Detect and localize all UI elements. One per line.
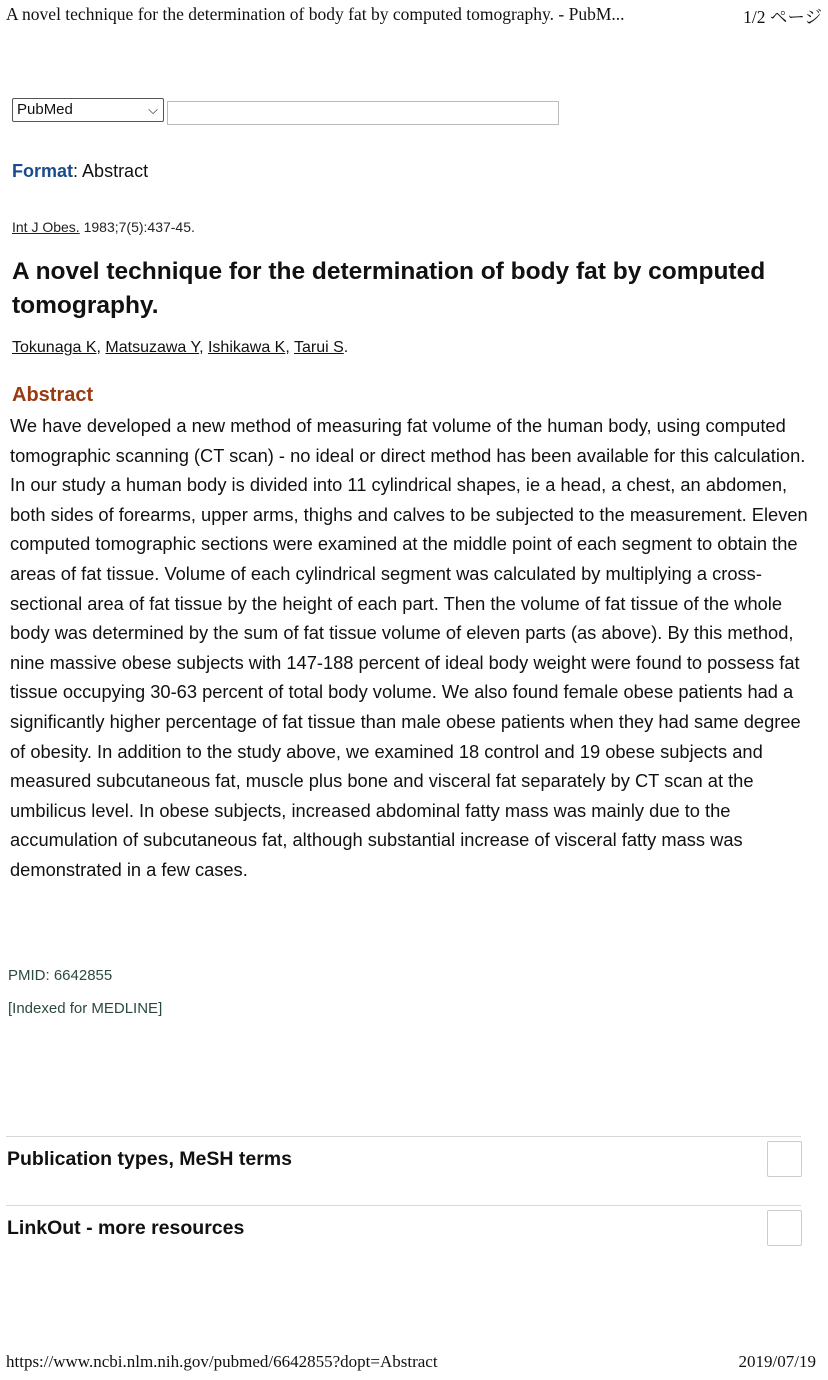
expand-toggle-button[interactable] bbox=[767, 1141, 802, 1177]
publication-types-section[interactable] bbox=[7, 1141, 802, 1177]
print-page-indicator: 1/2 ページ bbox=[743, 7, 822, 27]
author-link[interactable]: Matsuzawa Y bbox=[105, 339, 200, 356]
author-separator: . bbox=[343, 339, 349, 356]
print-header-title: A novel technique for the determination of body fat by computed tomography. - PubM... bbox=[6, 4, 625, 24]
format-label[interactable]: Format bbox=[12, 161, 74, 181]
pmid: PMID: 6642855 bbox=[8, 967, 113, 984]
author-link[interactable]: Tokunaga K bbox=[12, 339, 97, 356]
author-link[interactable]: Ishikawa K bbox=[207, 339, 286, 356]
citation-details: 1983;7(5):437-45. bbox=[83, 219, 195, 235]
format-value: Abstract bbox=[82, 161, 149, 181]
author-separator: , bbox=[285, 339, 294, 356]
chevron-down-icon: ⌵ bbox=[148, 102, 158, 117]
citation bbox=[12, 219, 195, 235]
divider bbox=[6, 1205, 801, 1206]
divider bbox=[6, 1136, 801, 1137]
database-select[interactable] bbox=[12, 98, 164, 122]
linkout-section[interactable] bbox=[7, 1210, 802, 1246]
author-link[interactable]: Tarui S bbox=[293, 339, 344, 356]
abstract-text: We have developed a new method of measuring fat volume of the human body, using computed tomographic scanning (CT scan) - no ideal or direct method has been available for this calculation. In our study a human body is divided into 11 cylindrical shapes, ie a head, a chest, an abdomen, both sides of forearms, upper arms, thighs and calves to be subjected to the measurement. Eleven computed tomographic sections were examined at the middle point of each segment to obtain the areas of fat tissue. Volume of each cylindrical segment was calculated by multiplying a cross-sectional area of fat tissue by the height of each part. Then the volume of fat tissue of the whole body was determined by the sum of fat tissue volume of eleven parts (as above). By this method, nine massive obese subjects with 147-188 percent of ideal body weight were found to possess fat tissue occupying 30-63 percent of total body volume. We also found female obese patients had a significantly higher percentage of fat tissue than male obese patients when they had same degree of obesity. In addition to the study above, we examined 18 control and 19 obese subjects and measured subcutaneous fat, muscle plus bone and visceral fat separately by CT scan at the umbilicus level. In obese subjects, increased abdominal fatty mass was mainly due to the accumulation of subcutaneous fat, although substantial increase of visceral fatty mass was demonstrated in a few cases. bbox=[10, 415, 808, 880]
indexing-status: [Indexed for MEDLINE] bbox=[8, 1000, 163, 1017]
author-list bbox=[12, 339, 348, 357]
article-title: A novel technique for the determination of body fat by computed tomography. bbox=[12, 258, 766, 319]
author-separator: , bbox=[199, 339, 208, 356]
journal-link[interactable]: Int J Obes. bbox=[12, 219, 80, 235]
format-separator: : bbox=[73, 161, 79, 181]
print-footer-url: https://www.ncbi.nlm.nih.gov/pubmed/6642855?dopt=Abstract bbox=[6, 1352, 438, 1371]
linkout-heading: LinkOut - more resources bbox=[7, 1217, 245, 1239]
author-separator: , bbox=[96, 339, 106, 356]
database-select-value: PubMed bbox=[17, 101, 73, 118]
abstract-heading: Abstract bbox=[12, 384, 94, 406]
expand-toggle-button[interactable] bbox=[767, 1210, 802, 1246]
format-selector bbox=[12, 161, 148, 182]
print-footer-date: 2019/07/19 bbox=[738, 1352, 816, 1371]
search-input[interactable] bbox=[167, 101, 559, 125]
publication-types-heading: Publication types, MeSH terms bbox=[7, 1148, 292, 1170]
